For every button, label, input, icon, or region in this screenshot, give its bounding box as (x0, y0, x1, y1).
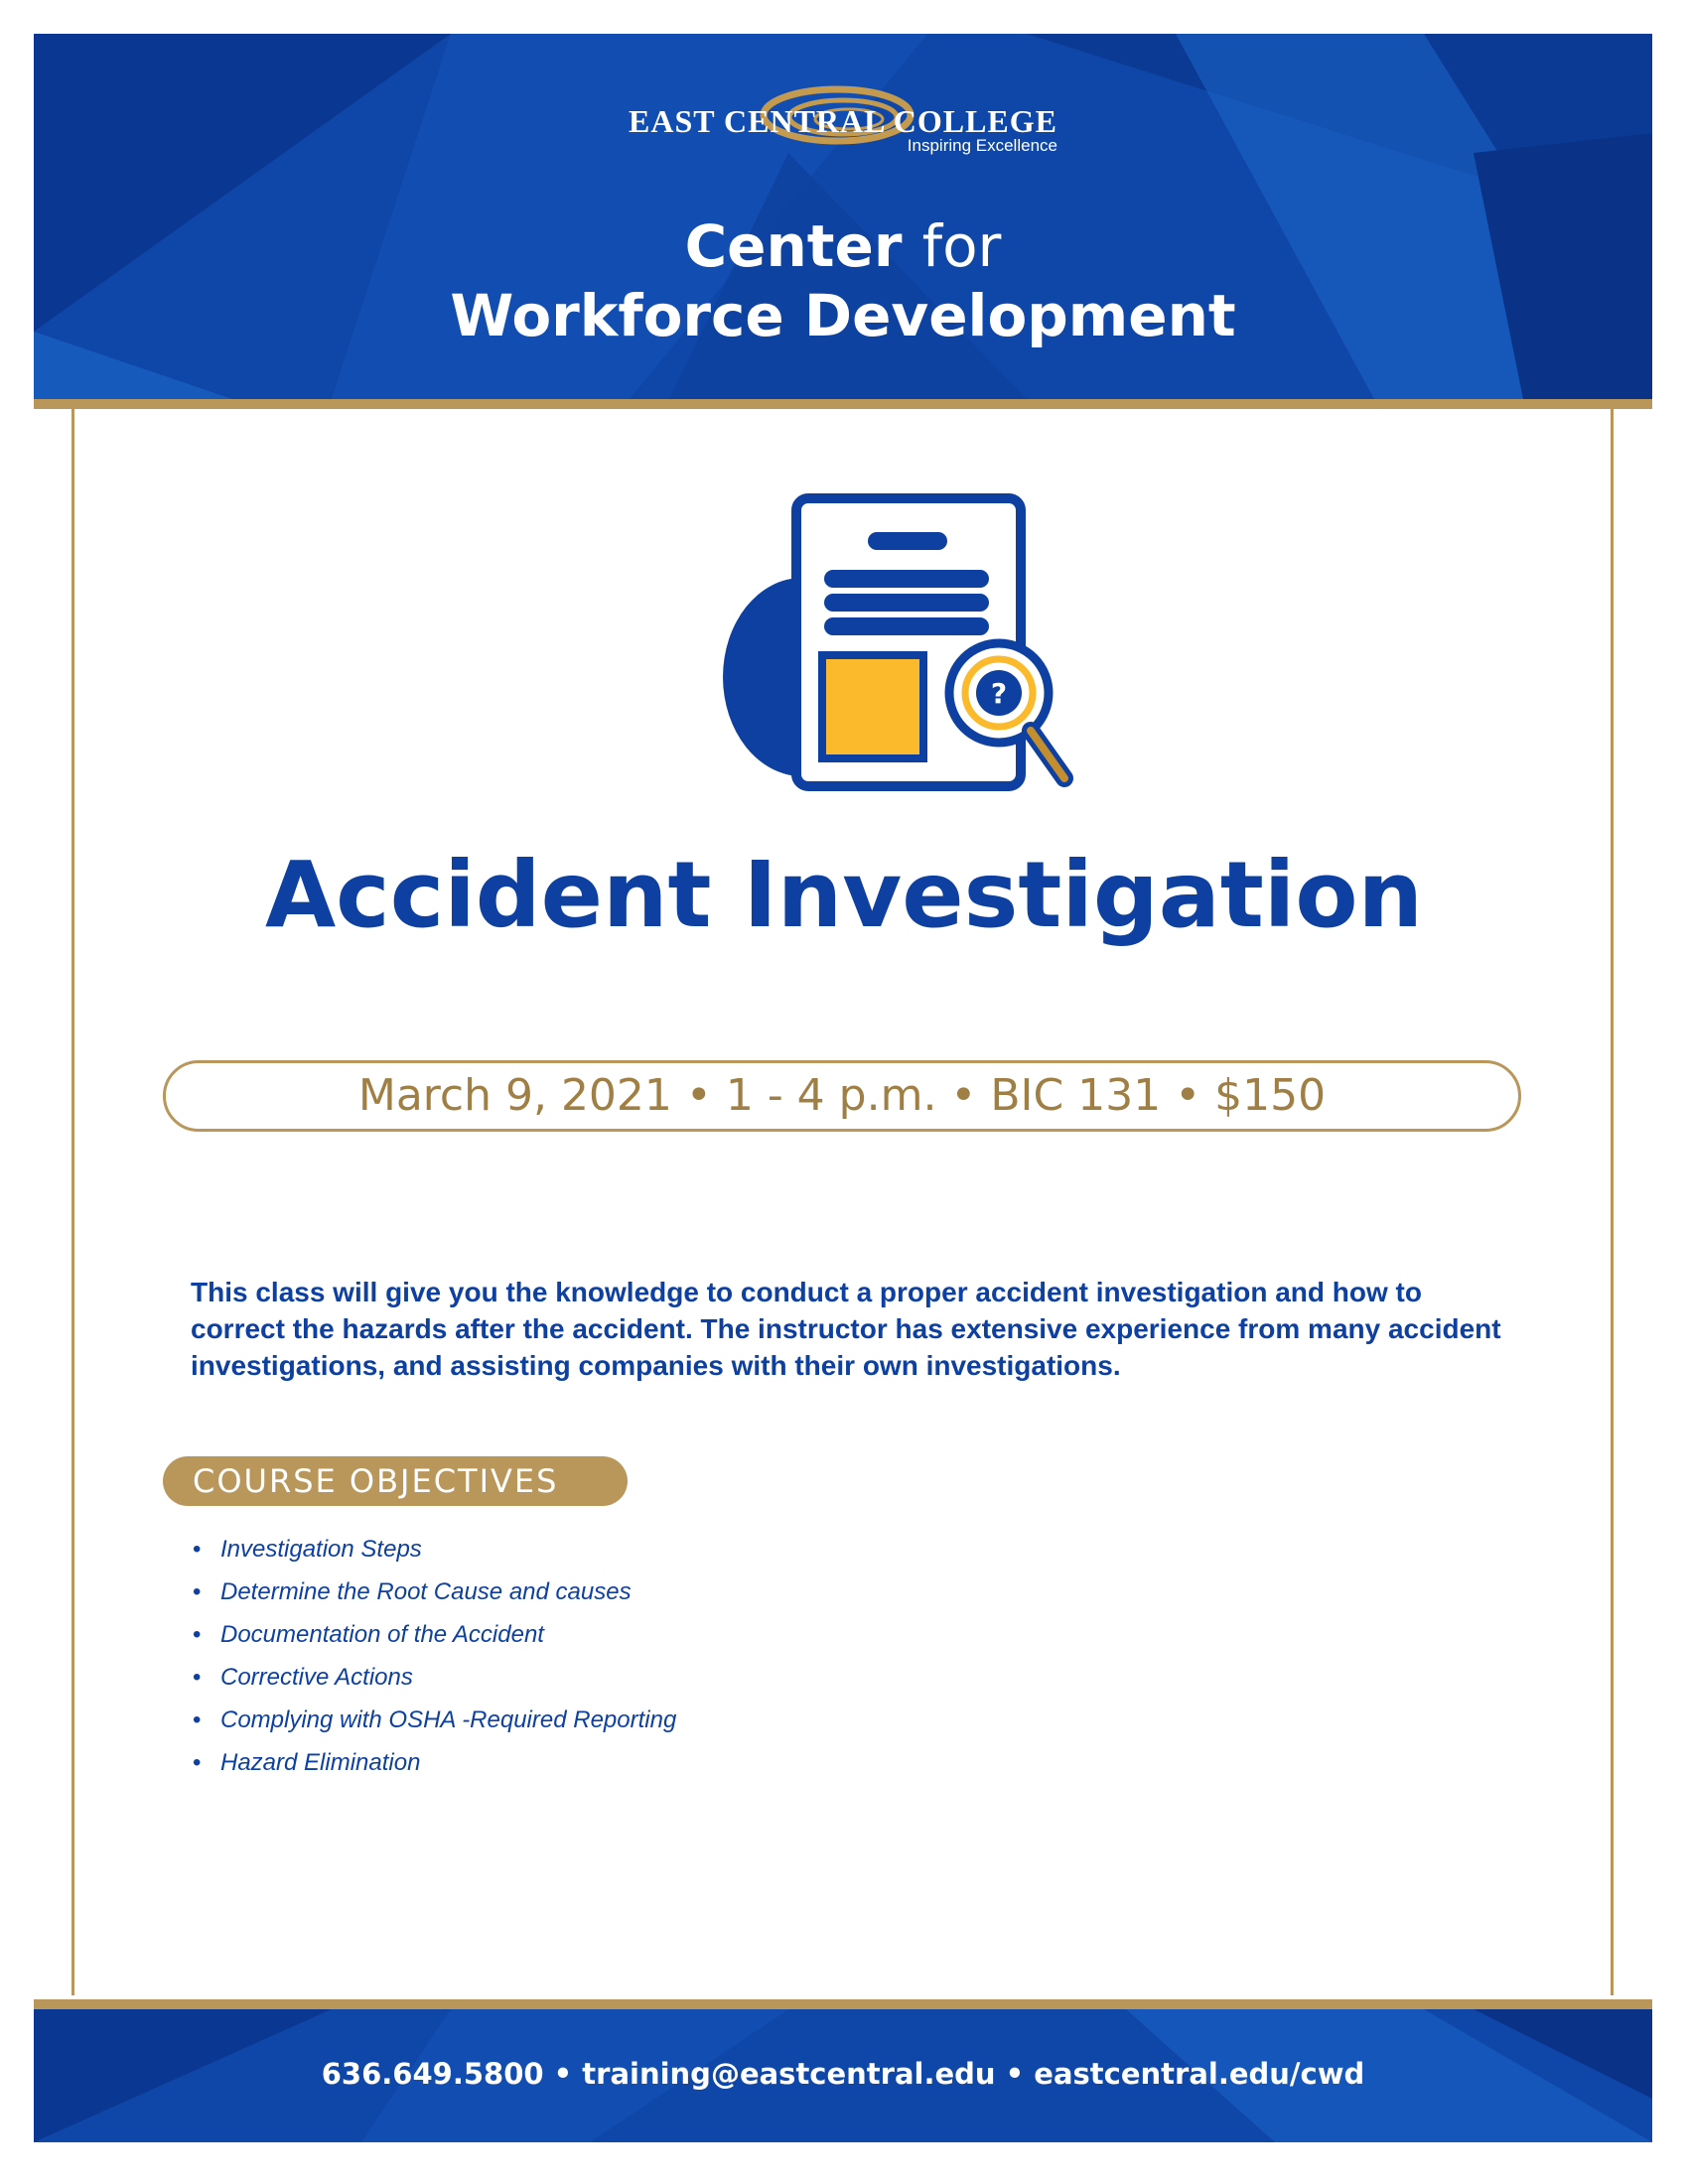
bullet-icon: • (193, 1621, 202, 1648)
objective-text: Determine the Root Cause and causes (220, 1578, 632, 1605)
bullet-icon: • (193, 1536, 202, 1563)
college-name: EAST CENTRAL COLLEGE (629, 103, 1057, 139)
header-title-line2: Workforce Development (450, 282, 1236, 349)
course-details-pill: March 9, 2021 • 1 - 4 p.m. • BIC 131 • $150 (163, 1060, 1521, 1132)
course-description: This class will give you the knowledge to conduct a proper accident investigation and how to correct the hazards after the accident. The instructor has extensive experience from many accident investigations, and assisting companies with their own investigations. (191, 1277, 1501, 1381)
header-banner (34, 34, 1652, 399)
bullet-icon: • (193, 1664, 202, 1691)
objective-text: Investigation Steps (220, 1536, 422, 1563)
header-divider (34, 399, 1652, 409)
college-logo (629, 103, 1057, 156)
objective-item (189, 1577, 676, 1620)
objective-text: Documentation of the Accident (220, 1621, 544, 1648)
objective-text: Corrective Actions (220, 1664, 413, 1691)
left-border (71, 407, 74, 1995)
objectives-list (189, 1535, 676, 1791)
objective-text: Complying with OSHA -Required Reporting (220, 1706, 677, 1733)
footer-divider (34, 1999, 1652, 2009)
college-tagline: Inspiring Excellence (907, 136, 1057, 155)
header-for-word: for (921, 212, 1002, 280)
bullet-icon: • (193, 1749, 202, 1776)
objective-item (189, 1620, 676, 1663)
bullet-icon: • (193, 1706, 202, 1733)
objective-item (189, 1748, 676, 1791)
footer-banner (34, 2009, 1652, 2142)
objective-item (189, 1706, 676, 1748)
objectives-heading: COURSE OBJECTIVES (163, 1456, 628, 1506)
right-border (1611, 407, 1614, 1995)
bullet-icon: • (193, 1578, 202, 1605)
objective-text: Hazard Elimination (220, 1749, 421, 1776)
objective-item (189, 1663, 676, 1706)
header-title-line1 (34, 212, 1652, 280)
objective-item (189, 1535, 676, 1577)
course-title: Accident Investigation (264, 842, 1424, 948)
footer-contact: 636.649.5800 • training@eastcentral.edu • eastcentral.edu/cwd (321, 2057, 1365, 2091)
header-center-word: Center (684, 212, 903, 280)
svg-text:?: ? (990, 677, 1008, 710)
document-search-icon (723, 488, 1090, 806)
